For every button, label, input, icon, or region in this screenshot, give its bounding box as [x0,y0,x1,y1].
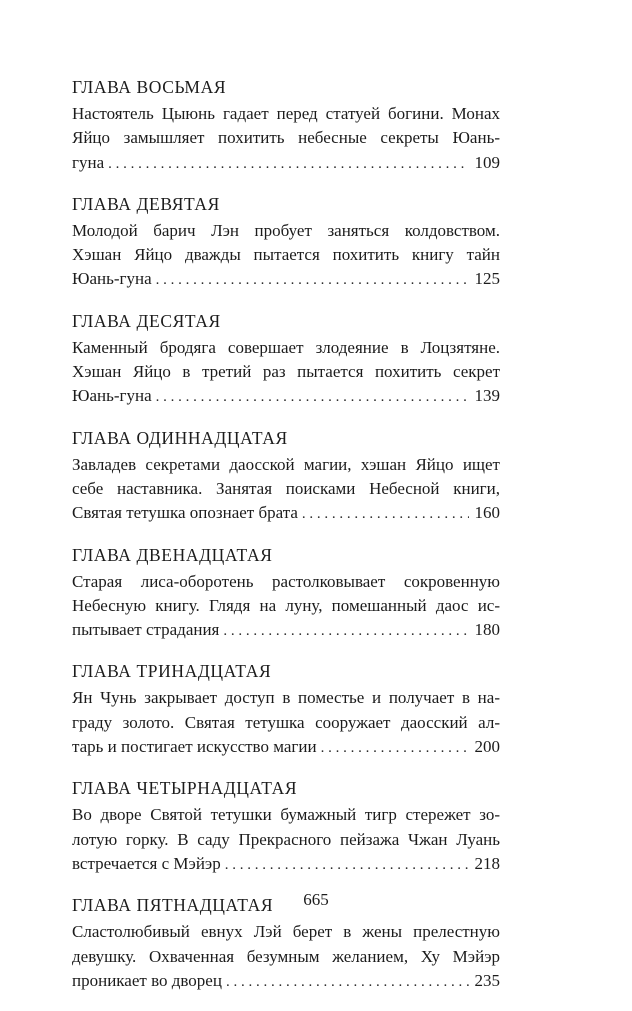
description-line: граду золото. Святая тетушка сооружает даосский ал- [72,712,500,732]
dot-leader [302,502,469,526]
dot-leader [156,385,469,409]
description-line-end: Юань-гуна [72,386,152,406]
dot-leader [156,268,469,292]
description-line-end: проникает во дворец [72,970,222,990]
chapter-title: ГЛАВА ТРИНАДЦАТАЯ [72,661,272,682]
toc-entry-chapter-8 [72,76,500,176]
page-number: 125 [474,269,500,289]
folio-page-number: 665 [303,890,329,909]
description-last-line [72,969,500,994]
chapter-title: ГЛАВА ДВЕНАДЦАТАЯ [72,544,273,565]
toc-entry-chapter-14 [72,777,500,877]
description-line-end: тарь и постигает искусство магии [72,737,317,757]
toc-entry-chapter-12 [72,544,500,644]
page-number: 139 [474,386,500,406]
description-line-end: Святая тетушка опознает брата [72,503,298,523]
chapter-title: ГЛАВА ДЕВЯТАЯ [72,193,220,214]
description-last-line [72,151,500,176]
description-line: Небесную книгу. Глядя на луну, помешанный даос ис- [72,595,500,615]
description-line: Настоятель Цыюнь гадает перед статуей богини. Монах [72,104,500,123]
description-last-line [72,384,500,409]
page-number: 109 [474,152,500,172]
description-last-line [72,501,500,526]
toc-entry-chapter-9 [72,193,500,293]
description-last-line [72,618,500,643]
description-line: Яйцо замышляет похитить небесные секреты Юань- [72,128,500,148]
dot-leader [321,736,469,760]
toc-entry-chapter-10 [72,310,500,410]
description-line: Старая лиса-оборотень растолковывает сокровенную [72,571,500,591]
description-line: Каменный бродяга совершает злодеяние в Лоцзятяне. [72,337,500,357]
chapter-title: ГЛАВА ДЕСЯТАЯ [72,310,221,331]
chapter-title: ГЛАВА ВОСЬМАЯ [72,77,227,97]
chapter-title: ГЛАВА ПЯТНАДЦАТАЯ [72,895,274,916]
dot-leader [225,853,469,877]
description-line-end: Юань-гуна [72,269,152,289]
toc-entry-chapter-13 [72,660,500,760]
description-line: девушку. Охваченная безумным желанием, Ху Мэйэр [72,946,500,966]
toc-entry-chapter-11 [72,427,500,527]
description-line: Хэшан Яйцо дважды пытается похитить книгу тайн [72,245,500,265]
table-of-contents [72,76,500,1011]
description-line: Сластолюбивый евнух Лэй берет в жены прелестную [72,922,500,942]
page-number: 200 [474,737,500,757]
description-line-end: пытывает страдания [72,620,220,640]
dot-leader [108,152,468,176]
dot-leader [223,619,468,643]
description-last-line [72,852,500,877]
description-line: Завладев секретами даосской магии, хэшан Яйцо ищет [72,454,500,474]
page-number: 180 [474,620,500,640]
description-line: Ян Чунь закрывает доступ в поместье и получает в на- [72,688,500,708]
description-line: Во дворе Святой тетушки бумажный тигр стережет зо- [72,805,500,825]
description-line: Молодой барич Лэн пробует заняться колдовством. [72,220,500,240]
description-line: себе наставника. Занятая поисками Небесной книги, [72,478,500,498]
description-line-end: встречается с Мэйэр [72,853,221,873]
description-last-line [72,735,500,760]
page-number: 160 [474,503,500,523]
description-line: Хэшан Яйцо в третий раз пытается похитить секрет [72,362,500,382]
description-line-end: гуна [72,152,105,172]
chapter-title: ГЛАВА ОДИННАДЦАТАЯ [72,427,288,448]
chapter-title: ГЛАВА ЧЕТЫРНАДЦАТАЯ [72,778,298,799]
page-number: 235 [474,970,500,990]
description-last-line [72,267,500,292]
description-line: лотую горку. В саду Прекрасного пейзажа Чжан Луань [72,829,500,849]
page-number: 218 [474,853,500,873]
dot-leader [226,970,469,994]
